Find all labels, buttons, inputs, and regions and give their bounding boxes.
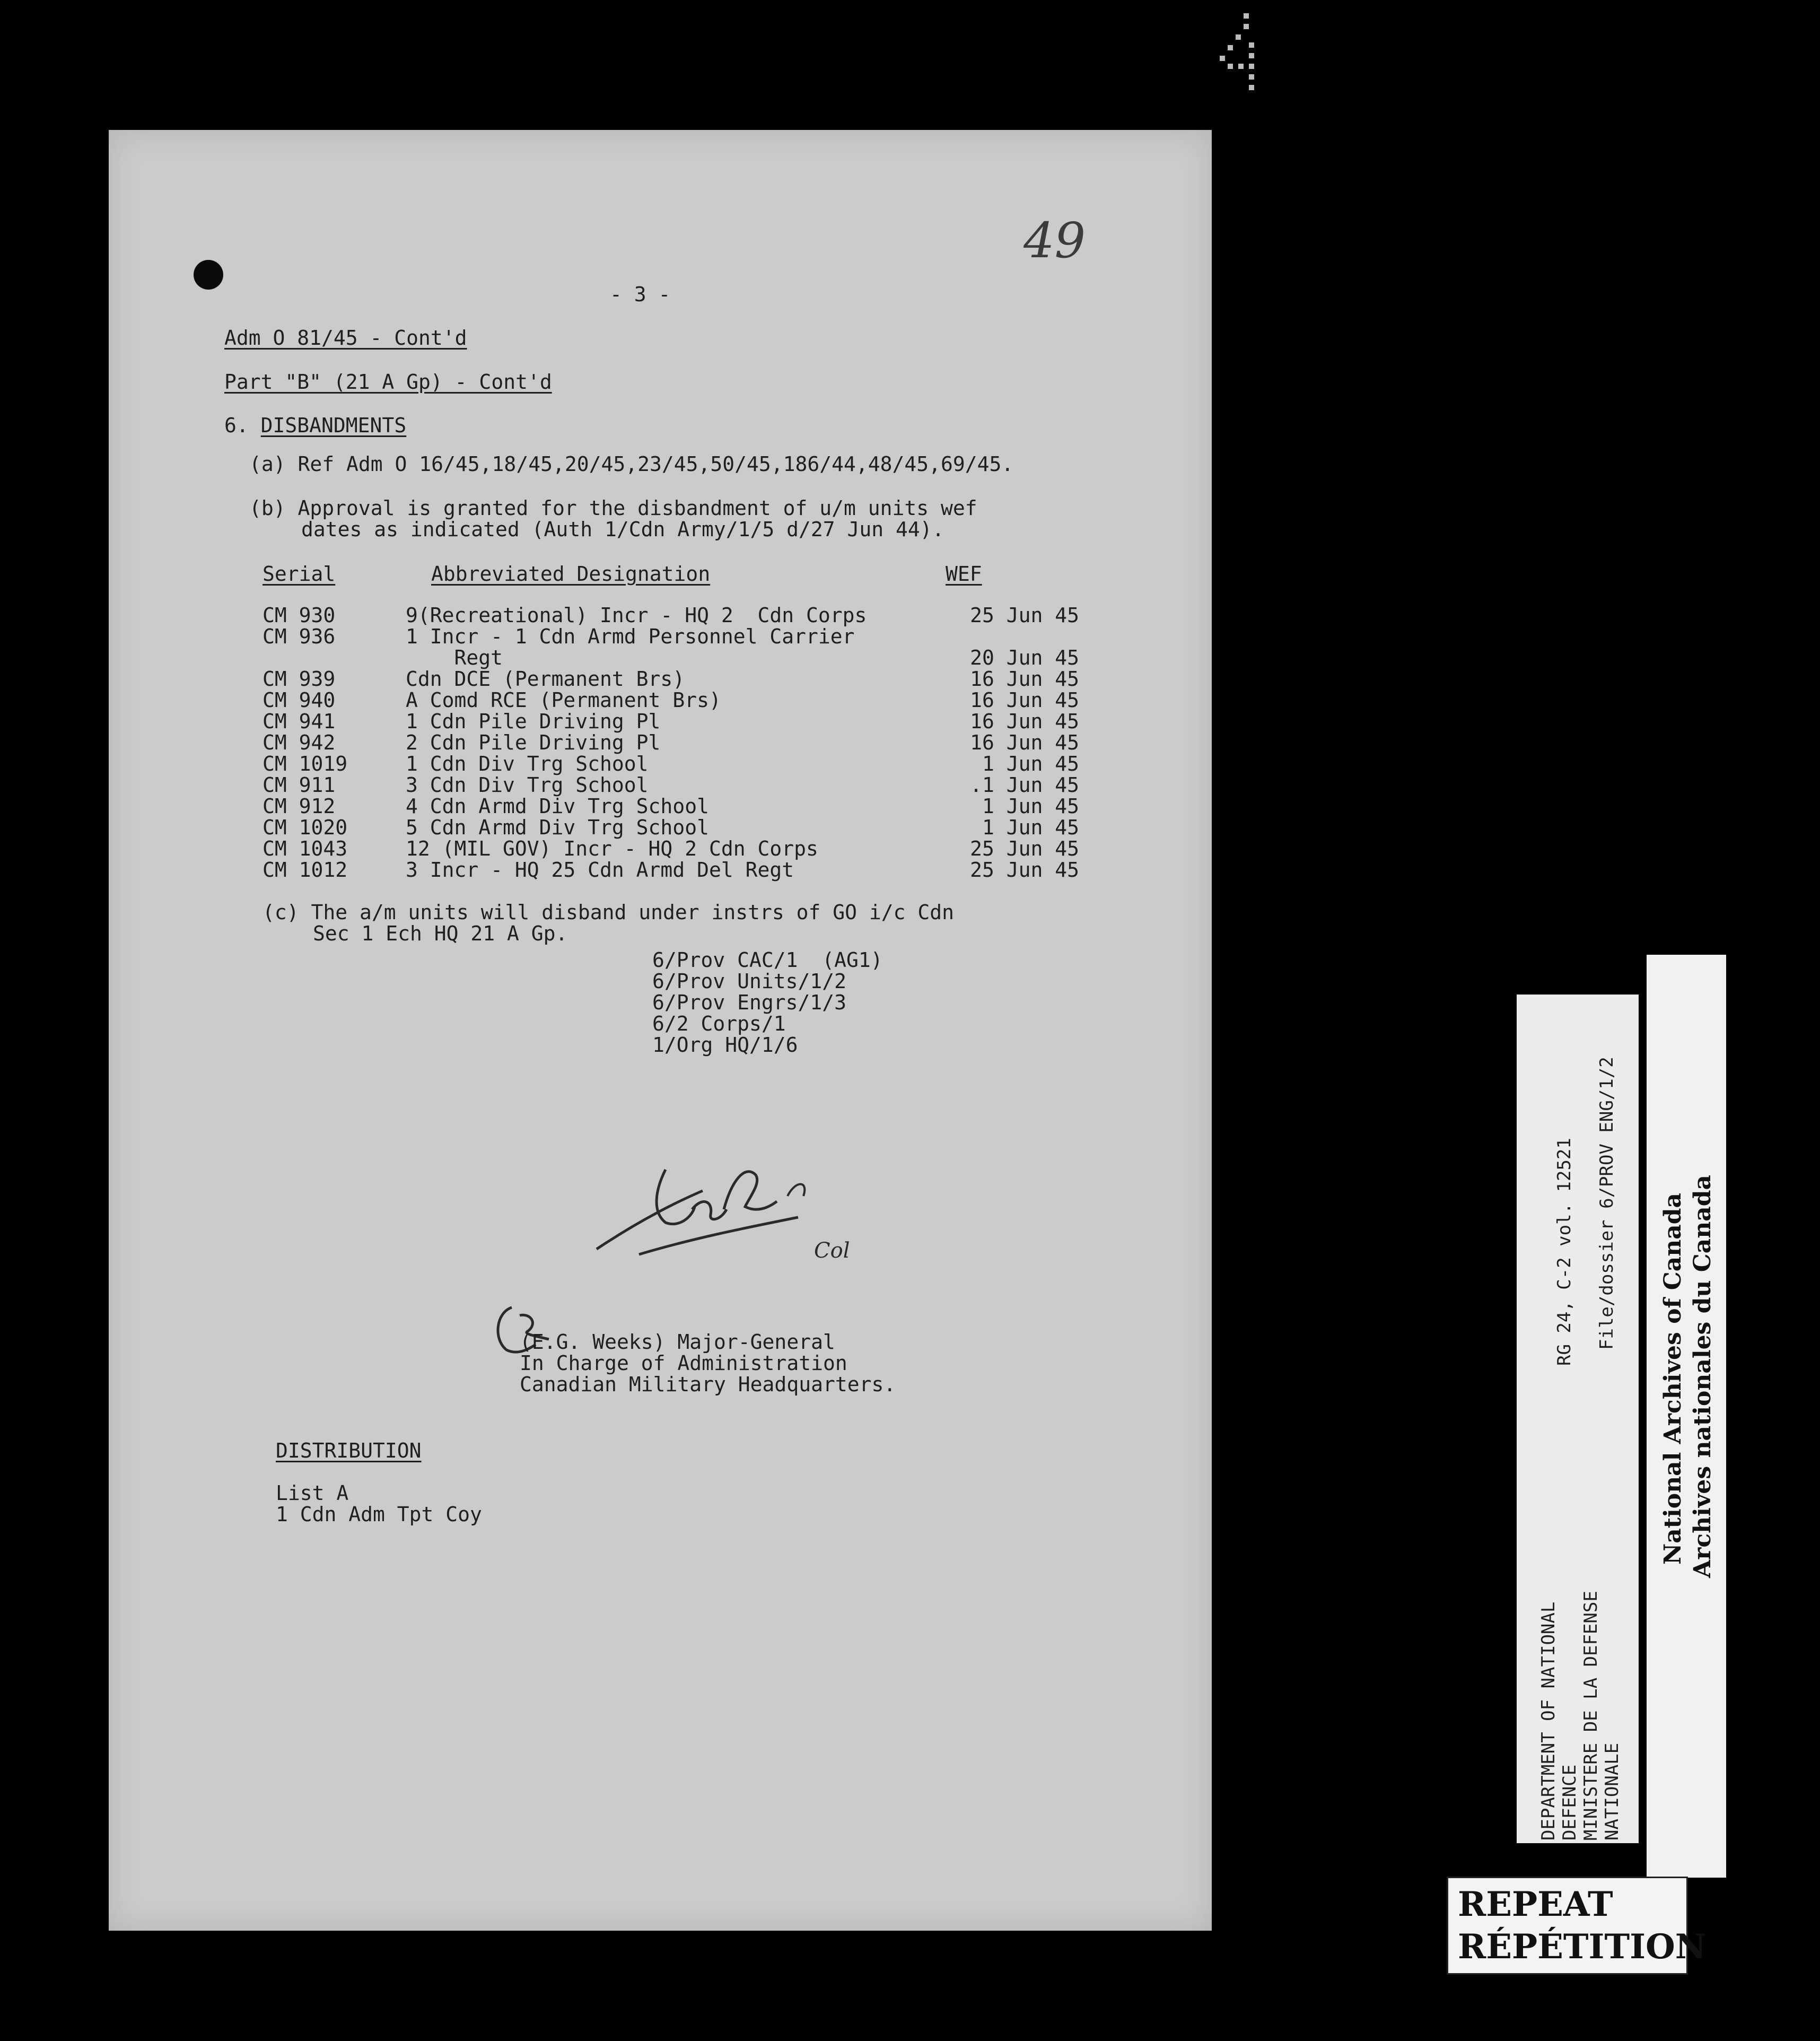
section-number: 6. bbox=[224, 414, 249, 437]
unit-serial: CM 912 bbox=[262, 795, 336, 818]
punch-hole bbox=[194, 260, 223, 290]
units-table bbox=[262, 605, 1079, 880]
distribution-entry: List A bbox=[276, 1481, 349, 1505]
unit-serial: CM 941 bbox=[262, 710, 336, 733]
handwritten-folio: 49 bbox=[1023, 212, 1086, 269]
unit-row bbox=[262, 838, 1079, 859]
archives-label-strip bbox=[1647, 955, 1726, 1878]
unit-row bbox=[262, 796, 1079, 817]
unit-serial: CM 942 bbox=[262, 731, 336, 754]
section-title: DISBANDMENTS bbox=[260, 414, 407, 437]
distribution-list bbox=[276, 1482, 482, 1525]
unit-designation: 5 Cdn Armd Div Trg School bbox=[406, 816, 709, 839]
file-reference-line: 6/Prov Units/1/2 bbox=[652, 970, 847, 993]
paragraph-c-line2: Sec 1 Ech HQ 21 A Gp. bbox=[313, 922, 568, 945]
file-reference-line: 6/2 Corps/1 bbox=[652, 1012, 786, 1035]
unit-wef-date: 1 Jun 45 bbox=[982, 752, 1079, 775]
unit-designation: 1 Cdn Div Trg School bbox=[406, 752, 649, 775]
unit-serial: CM 1019 bbox=[262, 752, 348, 775]
unit-designation: 1 Cdn Pile Driving Pl bbox=[406, 710, 661, 733]
header-wef: WEF bbox=[946, 562, 982, 586]
unit-wef-date: 25 Jun 45 bbox=[970, 604, 1079, 627]
file-references bbox=[652, 949, 883, 1056]
unit-wef-date: 1 Jun 45 bbox=[982, 816, 1079, 839]
file-reference-line: 6/Prov Engrs/1/3 bbox=[652, 991, 847, 1014]
unit-row bbox=[262, 774, 1079, 796]
repeat-stamp bbox=[1447, 1877, 1707, 1975]
record-group-ref: RG 24, C-2 vol. 12521 bbox=[1554, 1138, 1575, 1366]
part-line: Part "B" (21 A Gp) - Cont'd bbox=[224, 370, 552, 394]
unit-designation: 2 Cdn Pile Driving Pl bbox=[406, 731, 661, 754]
file-reference-line: 1/Org HQ/1/6 bbox=[652, 1033, 798, 1057]
unit-wef-date: 16 Jun 45 bbox=[970, 710, 1079, 733]
unit-wef-date: .1 Jun 45 bbox=[970, 773, 1079, 797]
section-heading bbox=[224, 415, 406, 436]
unit-serial: CM 1043 bbox=[262, 837, 348, 860]
film-frame-mark bbox=[1214, 11, 1265, 95]
reference-line: Adm O 81/45 - Cont'd bbox=[224, 326, 467, 350]
unit-serial: CM 939 bbox=[262, 667, 336, 691]
file-dossier-ref: File/dossier 6/PROV ENG/1/2 bbox=[1596, 1057, 1617, 1350]
paragraph-b-line2: dates as indicated (Auth 1/Cdn Army/1/5 d/27 Jun 44). bbox=[301, 518, 944, 541]
archives-label-en: National Archives of Canada bbox=[1659, 1192, 1686, 1565]
distribution-title: DISTRIBUTION bbox=[276, 1439, 422, 1462]
unit-serial: CM 911 bbox=[262, 773, 336, 797]
unit-row bbox=[262, 753, 1079, 774]
unit-designation: 4 Cdn Armd Div Trg School bbox=[406, 795, 709, 818]
unit-row bbox=[262, 711, 1079, 732]
document-page bbox=[109, 130, 1212, 1931]
distribution-entry: 1 Cdn Adm Tpt Coy bbox=[276, 1503, 482, 1526]
unit-designation: 12 (MIL GOV) Incr - HQ 2 Cdn Corps bbox=[406, 837, 818, 860]
unit-designation: A Comd RCE (Permanent Brs) bbox=[406, 688, 721, 712]
repeat-label-en: REPEAT bbox=[1458, 1885, 1613, 1924]
signature-image bbox=[586, 1159, 841, 1281]
paragraph-a: (a) Ref Adm O 16/45,18/45,20/45,23/45,50/45,186/44,48/45,69/45. bbox=[249, 452, 1014, 476]
paragraph-b-line1: (b) Approval is granted for the disbandment of u/m units wef bbox=[249, 496, 977, 520]
unit-row bbox=[262, 668, 1079, 690]
unit-row bbox=[262, 817, 1079, 838]
department-label-strip bbox=[1517, 995, 1639, 1843]
unit-wef-date: 16 Jun 45 bbox=[970, 688, 1079, 712]
unit-designation: 3 Cdn Div Trg School bbox=[406, 773, 649, 797]
unit-designation: Cdn DCE (Permanent Brs) bbox=[406, 667, 685, 691]
signatory-line: Canadian Military Headquarters. bbox=[520, 1373, 896, 1396]
unit-serial: CM 936 bbox=[262, 625, 336, 648]
archives-label-fr: Archives nationales du Canada bbox=[1689, 1174, 1716, 1578]
signatory-line: In Charge of Administration bbox=[520, 1351, 847, 1375]
signatory-line: (E.G. Weeks) Major-General bbox=[520, 1330, 835, 1354]
file-reference-line: 6/Prov CAC/1 (AG1) bbox=[652, 948, 883, 972]
unit-wef-date: 16 Jun 45 bbox=[970, 667, 1079, 691]
unit-wef-date: 16 Jun 45 bbox=[970, 731, 1079, 754]
unit-wef-date: 20 Jun 45 bbox=[970, 646, 1079, 669]
header-serial: Serial bbox=[262, 562, 336, 586]
repeat-label-fr: RÉPÉTITION bbox=[1458, 1927, 1707, 1967]
department-label: DEPARTMENT OF NATIONAL DEFENCE MINISTERE DE LA DEFENSE NATIONALE bbox=[1538, 1591, 1623, 1841]
unit-row bbox=[262, 859, 1079, 880]
paragraph-c-line1: (c) The a/m units will disband under instrs of GO i/c Cdn bbox=[262, 901, 955, 924]
unit-serial: CM 1012 bbox=[262, 858, 348, 882]
unit-wef-date: 1 Jun 45 bbox=[982, 795, 1079, 818]
unit-row bbox=[262, 732, 1079, 753]
unit-row bbox=[262, 605, 1079, 626]
unit-designation: 1 Incr - 1 Cdn Armd Personnel Carrier Regt bbox=[406, 625, 855, 669]
unit-wef-date: 25 Jun 45 bbox=[970, 858, 1079, 882]
unit-designation: 3 Incr - HQ 25 Cdn Armd Del Regt bbox=[406, 858, 794, 882]
signature-suffix: Col bbox=[814, 1238, 850, 1263]
unit-designation: 9(Recreational) Incr - HQ 2 Cdn Corps bbox=[406, 604, 867, 627]
unit-row bbox=[262, 690, 1079, 711]
unit-serial: CM 1020 bbox=[262, 816, 348, 839]
unit-serial: CM 940 bbox=[262, 688, 336, 712]
unit-serial: CM 930 bbox=[262, 604, 336, 627]
page-marker: - 3 - bbox=[610, 283, 671, 306]
signatory-block bbox=[520, 1331, 896, 1395]
unit-wef-date: 25 Jun 45 bbox=[970, 837, 1079, 860]
header-designation: Abbreviated Designation bbox=[431, 562, 711, 586]
unit-row bbox=[262, 626, 1079, 668]
